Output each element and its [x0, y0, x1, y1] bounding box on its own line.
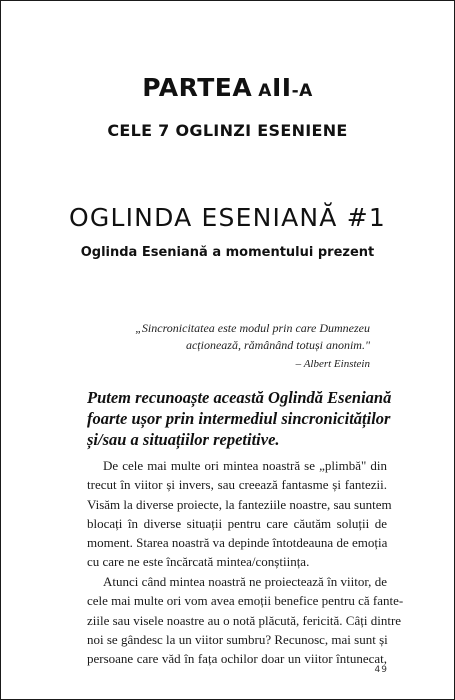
- quote-line: „Sincronicitatea este modul prin care Dumnezeu: [135, 321, 370, 335]
- lead-line: foarte ușor prin intermediul sincronicităților: [87, 409, 391, 428]
- body-paragraph: [87, 456, 392, 572]
- body-paragraph: [87, 572, 404, 668]
- paragraph-line: persoane care văd în fața ochilor doar un viitor întunecat,: [87, 651, 387, 667]
- paragraph-line: trecut în viitor și invers, sau creează fantasme și fantezii.: [87, 477, 387, 493]
- quote-author: – Albert Einstein: [295, 358, 370, 370]
- paragraph-line: De cele mai multe ori mintea noastră se „plimbă" din: [103, 458, 387, 473]
- chapter-subtitle: Oglinda Eseniană a momentului prezent: [80, 245, 375, 260]
- lead-paragraph: [87, 387, 392, 450]
- quote-line: acționează, rămânând totuși anonim.": [185, 338, 370, 352]
- epigraph-quote: [135, 320, 370, 373]
- paragraph-line: Atunci când mintea noastră ne proiectează în viitor, de: [103, 574, 387, 589]
- part-title-roman: II: [271, 73, 292, 102]
- page-number: 49: [374, 665, 388, 675]
- lead-line: și/sau a situațiilor repetitive.: [87, 430, 280, 449]
- paragraph-line: ziile sau visele noastre au o notă plăcută, fericită. Câți dintre: [87, 612, 402, 628]
- paragraph-line: cu care ne este încărcată mintea/conștiința.: [87, 554, 310, 570]
- part-title-word: PARTEA: [142, 73, 253, 102]
- paragraph-line: moment. Starea noastră va depinde întotdeauna de emoția: [87, 535, 388, 551]
- paragraph-line: cele mai multe ori vom avea emoții benefice pentru că fante-: [87, 593, 404, 609]
- lead-line: Putem recunoaște această Oglindă Eseniană: [87, 388, 392, 407]
- paragraph-line: noi se gândesc la un viitor sumbru? Recunosc, mai sunt și: [87, 631, 388, 647]
- part-title: [1, 73, 454, 102]
- chapter-title: OGLINDA ESENIANĂ #1: [69, 203, 386, 232]
- part-title-suffix: -A: [291, 81, 313, 101]
- section-subtitle: CELE 7 OGLINZI ESENIENE: [107, 121, 348, 140]
- paragraph-line: Visăm la diverse proiecte, la fanteziile noastre, sau suntem: [87, 496, 392, 512]
- part-title-a: A: [258, 81, 272, 101]
- paragraph-line: blocați în diverse situații pentru care căutăm soluții de: [87, 515, 387, 531]
